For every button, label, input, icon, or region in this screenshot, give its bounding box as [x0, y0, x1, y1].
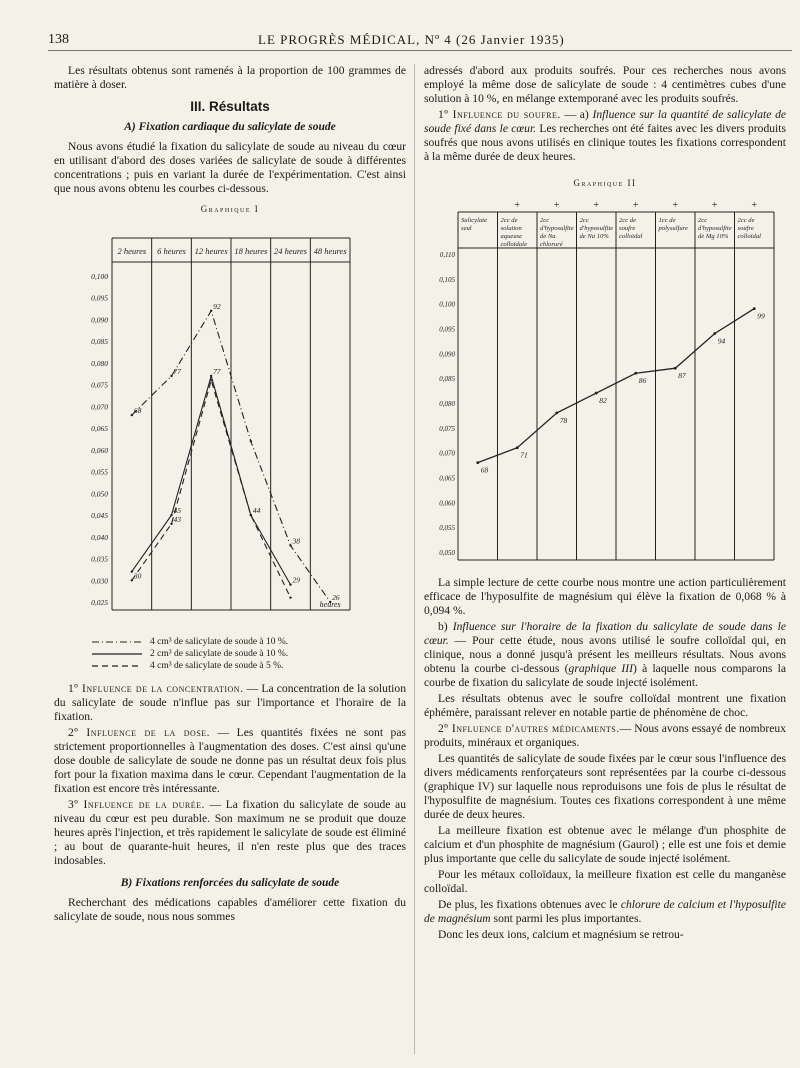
graph-2-y-tick: 0,065: [439, 474, 455, 483]
graph-2-plus-sign: +: [553, 200, 560, 211]
graph-2-data-label: 82: [599, 396, 607, 406]
graph-1-data-label: 29: [292, 575, 300, 585]
paragraph: Pour les métaux colloïdaux, la meilleure fixation est celle du manganèse colloïdal.: [424, 868, 786, 895]
graph-1-data-label: 44: [252, 506, 261, 516]
graph-1-data-label: 26: [332, 593, 340, 602]
graph-2-y-tick: 0,070: [439, 449, 455, 458]
graph-2-category-label: d'hyposulfite: [579, 225, 614, 232]
paragraph: [54, 726, 406, 796]
graph-2-plus-sign: +: [751, 200, 758, 211]
paragraph-italic: graphique III: [568, 662, 633, 675]
graph-2-category-label: de Mg 10%: [698, 233, 729, 240]
graph-2-caption: Graphique II: [573, 178, 637, 188]
graph-1-x-unit: heures: [319, 600, 341, 609]
legend-item: [92, 636, 406, 648]
graph-2-plus-sign: +: [672, 200, 679, 211]
graph-2-plus-sign: +: [711, 200, 718, 211]
graph-1-data-label: 77: [213, 366, 221, 376]
paragraph: La meilleure fixation est obtenue avec le mélange d'un phosphite de calcium et d'un phosphite de magnésium (Gaurol) ; elle est une fois et demie plus importante que celle du salicylate de soude injecté isolément.: [424, 824, 786, 865]
paragraph: [424, 722, 786, 750]
graph-2-y-tick: 0,055: [439, 524, 455, 533]
page-header: [0, 30, 800, 52]
column-separator: [414, 64, 415, 1054]
graph-2-y-tick: 0,075: [439, 424, 455, 433]
graph-2-category-label: 2cc de: [619, 217, 637, 224]
graph-2-y-tick: 0,105: [439, 275, 455, 284]
graph-2-data-label: 78: [559, 415, 568, 425]
graph-1-category-label: 6 heures: [157, 246, 186, 256]
graph-2-category-label: colloïdal: [619, 233, 643, 240]
graph-1-legend: [92, 636, 406, 672]
graph-2-category-label: 2cc de: [500, 217, 518, 224]
graph-1-category-label: 18 heures: [234, 246, 268, 256]
graph-2-category-label: 2cc: [698, 217, 708, 224]
graph-1-chart: [54, 218, 406, 628]
paragraph-text: — La concentration de la solution du salicylate de soude n'influe pas sur l'importance et l'horaire de la fixation.: [54, 682, 406, 723]
paragraph: Les résultats obtenus sont ramenés à la proportion de 100 grammes de matière à doser.: [54, 64, 406, 91]
paragraph: Nous avons étudié la fixation du salicylate de soude au niveau du cœur en utilisant d'abord des doses variées de salicylate de soude à différentes concentrations ; puis en variant la durée de l'expérimentation. C'est ainsi que nous avons obtenu les courbes ci-dessous.: [54, 140, 406, 195]
paragraph-text: Les recherches ont été faites avec les divers produits soufrés que nous avons utilisés en clinique toutes les fixations correspondent à la même durée de deux heures.: [424, 122, 786, 163]
graph-1-data-label: 45: [173, 506, 181, 516]
graph-2-category-label: de Na 10%: [579, 233, 609, 240]
paragraph: La simple lecture de cette courbe nous montre une action particulièrement efficace de l'hyposulfite de magnésium qui élève la fixation de 0,068 % à 0,094 %.: [424, 576, 786, 617]
graph-2-y-tick: 0,100: [439, 300, 455, 309]
graph-1-y-tick: 0,095: [91, 293, 108, 303]
legend-label: 4 cm³ de salicylate de soude à 5 %.: [150, 661, 284, 671]
graph-2-category-label: 2cc de: [737, 217, 755, 224]
paragraph: adressés d'abord aux produits soufrés. Pour ces recherches nous avons employé la même dose de salicylate de soude : 4 centimètres cubes d'une solution à 10 %, en mélange extemporané avec les produits soufrés.: [424, 64, 786, 105]
section-heading: III. Résultats: [190, 99, 270, 114]
graph-2-category-label: d'hyposulfite: [540, 225, 574, 232]
graph-2-category-label: seul: [461, 225, 472, 232]
paragraph-text: ) à laquelle nous comparons la courbe de fixation du salicylate de soude injecté isolément.: [424, 662, 786, 689]
graph-2-category-label: soufre: [737, 225, 754, 232]
graph-2-chart: [424, 192, 786, 572]
graph-1-data-label: 68: [133, 406, 142, 416]
paragraph: [424, 108, 786, 164]
subsection-heading: A) Fixation cardiaque du salicylate de soude: [124, 121, 336, 133]
graph-2-data-label: 86: [638, 376, 647, 386]
legend-item: [92, 648, 406, 660]
graph-2-data-label: 71: [520, 450, 528, 460]
paragraph: Les résultats obtenus avec le soufre colloïdal montrent une fixation éphémère, paraissant relever en notable partie de phénomène de choc.: [424, 692, 786, 719]
graph-1-y-tick: 0,060: [91, 445, 108, 455]
right-column: [424, 64, 786, 944]
paragraph-text: — Nous avons essayé de nombreux produits, minéraux et organiques.: [424, 722, 786, 749]
paragraph-text: — La fixation du salicylate de soude au niveau du cœur est peu durable. Son maximum ne se produit que douze heures après l'injection, et très rapidement le salicylate de soude est éliminé ; au bout de quarante-huit heures, il n'en reste plus que des traces indosables.: [54, 798, 407, 867]
graph-1-data-point: [210, 379, 212, 381]
graph-2-category-label: colloïdal: [737, 233, 761, 240]
header-rule: [48, 50, 792, 51]
graph-1-y-tick: 0,090: [91, 315, 108, 325]
paragraph-lead: 1º Influence de la concentration.: [68, 682, 244, 695]
graph-1-data-point: [250, 514, 252, 516]
graph-2-category-label: Salicylate: [461, 217, 487, 224]
paragraph: [424, 898, 786, 926]
journal-title: LE PROGRÈS MÉDICAL, Nº 4 (26 Janvier 1935): [258, 32, 565, 47]
left-column: [54, 64, 406, 926]
graph-2-y-tick: 0,050: [439, 549, 455, 557]
graph-2-category-label: aqueuse: [500, 233, 523, 240]
graph-2-category-label: colloïdale: [500, 241, 527, 248]
graph-2-category-label: soufre: [619, 225, 636, 232]
graph-1-y-tick: 0,050: [91, 489, 108, 499]
graph-2-plus-sign: +: [632, 200, 639, 211]
paragraph: [54, 682, 406, 724]
graph-1-series-line: [132, 376, 291, 585]
paragraph-text: De plus, les fixations obtenues avec le: [438, 898, 621, 911]
graph-2-plus-sign: +: [593, 200, 600, 211]
subsection-heading: B) Fixations renforcées du salicylate de soude: [120, 877, 340, 889]
graph-1-y-tick: 0,065: [91, 424, 108, 434]
graph-1-y-tick: 0,025: [91, 598, 108, 607]
graph-2-y-tick: 0,090: [439, 350, 455, 359]
graph-2-category-label: 2cc: [540, 217, 550, 224]
graph-1-category-label: 2 heures: [117, 246, 147, 256]
graph-1-category-label: 48 heures: [313, 246, 347, 256]
graph-1-y-tick: 0,070: [91, 402, 108, 412]
graph-2-category-label: polysulfure: [658, 225, 688, 232]
paragraph-italic: Influence sur l'horaire de la fixation du salicylate de soude dans le cœur.: [424, 620, 786, 647]
graph-1-data-label: 77: [173, 366, 181, 376]
graph-1-y-tick: 0,030: [91, 576, 108, 586]
paragraph-italic: Influence sur la quantité de salicylate de soude fixé dans le cœur.: [424, 108, 787, 135]
graph-1-y-tick: 0,085: [91, 337, 108, 347]
paragraph-lead: 1º Influence du soufre.: [438, 108, 561, 121]
graph-1-y-tick: 0,055: [91, 467, 108, 477]
paragraph-text: — Les quantités fixées ne sont pas strictement proportionnelles à l'augmentation des doses. C'est ainsi qu'une dose double de salicylate de soude ne donne pas un résultat deux fois plus fort pour la fixation maxima dans le cœur. Cependant l'augmentation de la fixation est encore très intéressante.: [54, 726, 406, 795]
legend-label: 4 cm³ de salicylate de soude à 10 %.: [150, 637, 289, 647]
paragraph-text: — a): [560, 108, 593, 121]
graph-1-y-tick: 0,035: [91, 554, 108, 564]
graph-2-data-label: 68: [480, 465, 489, 475]
graph-2-y-tick: 0,085: [439, 375, 455, 384]
paragraph: Recherchant des médications capables d'améliorer cette fixation du salicylate de soude, nous nous sommes: [54, 896, 406, 923]
graph-2-data-label: 87: [678, 371, 686, 381]
graph-1-data-label: 30: [133, 571, 142, 581]
graph-2-y-tick: 0,060: [439, 499, 455, 508]
paragraph-lead: 3º Influence de la durée.: [68, 798, 205, 811]
paragraph-lead: 2º Influence d'autres médicaments.: [438, 722, 620, 735]
graph-1-y-tick: 0,040: [91, 532, 108, 542]
graph-1-category-label: 24 heures: [274, 246, 307, 256]
paragraph-italic: chlorure de calcium et l'hyposulfite de magnésium: [424, 898, 786, 925]
graph-2-data-label: 99: [757, 311, 765, 321]
graph-1-series-line: [132, 380, 291, 597]
graph-2-y-tick: 0,095: [439, 325, 455, 334]
graph-2-category-label: d'hyposulfite: [698, 225, 732, 232]
paragraph: Donc les deux ions, calcium et magnésium se retrou-: [438, 928, 684, 941]
paragraph-text: sont parmi les plus importantes.: [490, 912, 642, 925]
graph-1-data-label: 92: [213, 301, 221, 311]
graph-2-category-label: de Na: [540, 233, 556, 240]
graph-1-category-label: 12 heures: [194, 246, 228, 256]
graph-1-y-tick: 0,100: [91, 272, 108, 281]
graph-1-y-tick: 0,075: [91, 380, 108, 390]
legend-label: 2 cm³ de salicylate de soude à 10 %.: [150, 649, 289, 659]
graph-2-plus-sign: +: [514, 200, 521, 211]
graph-2-category-label: 2cc: [579, 217, 589, 224]
page-number: 138: [48, 32, 69, 47]
graph-1-y-tick: 0,080: [91, 358, 108, 368]
paragraph-text: b): [438, 620, 453, 633]
graph-1-caption: Graphique I: [200, 204, 260, 214]
paragraph: Les quantités de salicylate de soude fixées par le cœur sous l'influence des divers médicaments renforçateurs sont représentées par la courbe ci-dessous (graphique IV) sur laquelle nous reproduisons une fois de plus le résultat de l'hyposulfite de magnésium. Toutes ces fixations correspondent à une même durée de deux heures.: [424, 752, 786, 821]
paragraph-lead: 2º Influence de la dose.: [68, 726, 211, 739]
graph-2-category-label: solution: [500, 225, 522, 232]
graph-2-y-tick: 0,080: [439, 400, 455, 408]
graph-1-y-tick: 0,045: [91, 511, 108, 521]
graph-2-category-label: 1cc de: [658, 217, 676, 224]
paragraph: [424, 620, 786, 690]
graph-2-data-label: 94: [717, 336, 726, 346]
graph-2-category-label: chloruré: [540, 241, 563, 248]
legend-item: [92, 660, 406, 672]
graph-1-data-label: 43: [173, 514, 181, 524]
paragraph: [54, 798, 406, 868]
graph-2-y-tick: 0,110: [439, 251, 455, 259]
paragraph-text: — Pour cette étude, nous avons utilisé le soufre colloïdal qui, en clinique, nous a donné jusqu'à présent les meilleurs résultats. Nous avons obtenu la courbe ci-dessous (: [424, 634, 786, 675]
graph-1-data-label: 38: [292, 536, 300, 546]
graph-1-data-point: [170, 523, 172, 525]
